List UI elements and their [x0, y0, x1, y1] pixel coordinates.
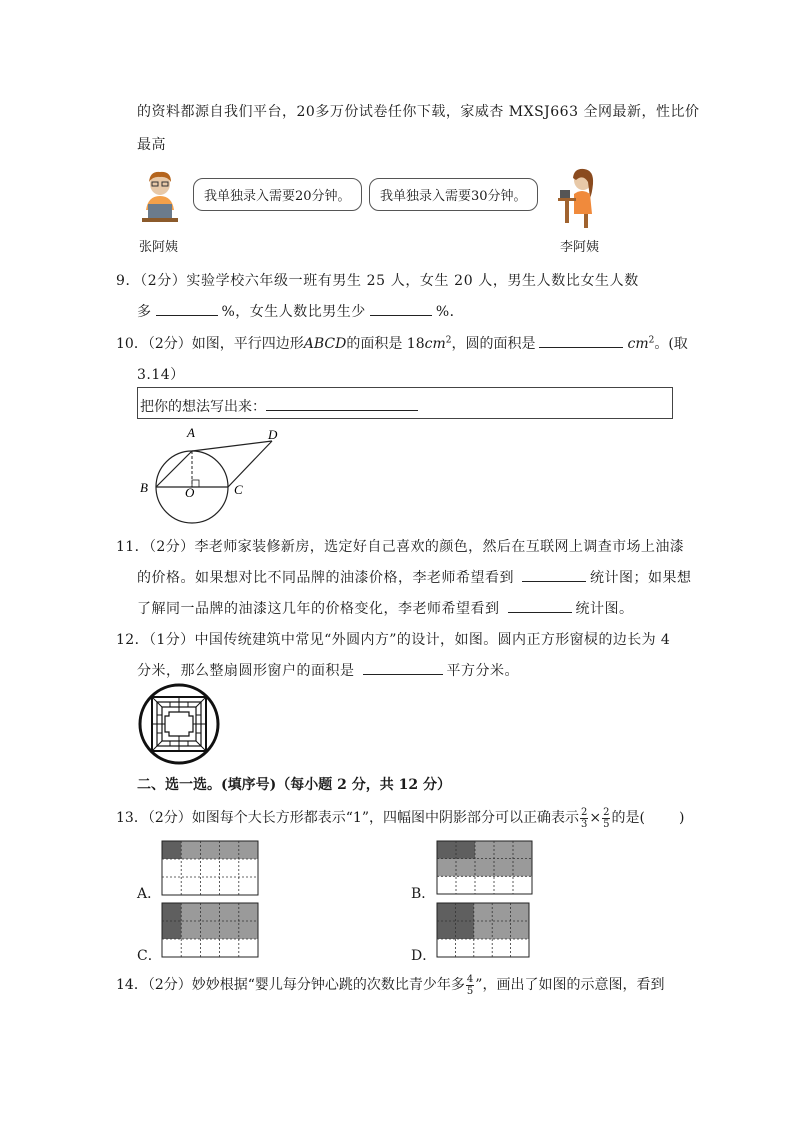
- q14-line-1: [116, 972, 664, 998]
- right-person-icon: [556, 168, 602, 230]
- q13-line-1: 13．（2分）如图每个大长方形都表示“1”，四幅图中阴影部分可以正确表示 $\frac{2}{3}$ × $\frac{2}{5}$ 的是( ): [116, 806, 685, 830]
- q10-text-c: ，圆的面积是: [451, 336, 536, 352]
- intro-line-1: 的资料都源自我们平台，20多万份试卷任你下载，家威杏 MXSJ663 全网最新，性比价: [137, 104, 700, 120]
- left-person-icon: [140, 170, 180, 228]
- q12-line-1: [116, 629, 670, 649]
- q13-score: （2分）: [147, 810, 192, 826]
- q9-number: 9．: [116, 273, 141, 289]
- q10-unit-1: cm: [424, 336, 446, 352]
- q12-number: 12．: [116, 632, 150, 648]
- q13-fraction-1: $\frac{2}{3}$: [580, 806, 588, 830]
- q11-line-3: 了解同一品牌的油漆这几年的价格变化，李老师希望看到 统计图。: [137, 598, 634, 618]
- q12-blank[interactable]: [363, 660, 443, 675]
- option-a-grid[interactable]: [162, 841, 258, 895]
- option-b-label[interactable]: B．: [411, 886, 436, 902]
- option-a-label[interactable]: A．: [137, 886, 162, 902]
- q9-text-2b: %，女生人数比男生少: [221, 304, 366, 320]
- left-person-name: 张阿姨: [139, 240, 179, 255]
- q14-fraction: $\frac{4}{5}$: [466, 973, 474, 997]
- q9-line-2: [137, 301, 464, 321]
- q9-text-2a: 多: [137, 304, 152, 320]
- q10-line-1: 10．（2分）如图，平行四边形ABCD的面积是 $18cm^2$，圆的面积是 $cm^2$。(取: [116, 333, 688, 353]
- q10-box-label: 把你的想法写出来：: [140, 396, 422, 416]
- q11-blank-2[interactable]: [508, 598, 572, 613]
- q9-line-1: [116, 270, 639, 290]
- intro-line-2: 最高: [137, 137, 166, 153]
- parallelogram-circle-figure: [137, 425, 287, 525]
- label-O: O: [185, 485, 195, 500]
- q12-score: （1分）: [149, 632, 195, 648]
- q9-blank-1[interactable]: [156, 301, 218, 316]
- option-c-grid[interactable]: [162, 903, 258, 957]
- q10-text-b: 的面积是 18: [346, 336, 425, 352]
- round-window-figure: [138, 683, 220, 765]
- q10-answer-box[interactable]: [137, 387, 673, 419]
- q10-box-blank[interactable]: [266, 396, 418, 411]
- q11-blank-1[interactable]: [522, 567, 586, 582]
- option-d-label[interactable]: D．: [411, 948, 437, 964]
- q9-text-2c: %．: [435, 304, 465, 320]
- left-speech-bubble: 我单独录入需要20分钟。: [193, 178, 362, 211]
- q10-text-d: 。(取: [654, 336, 688, 352]
- q10-unit-2: cm: [627, 336, 649, 352]
- q11-score: （2分）: [149, 539, 195, 555]
- q14-number: 14．: [116, 977, 148, 993]
- right-person-name: 李阿姨: [560, 240, 600, 255]
- label-B: B: [140, 480, 148, 495]
- q9-score: （2分）: [140, 273, 187, 289]
- q14-text-b: ”，画出了如图的示意图，看到: [475, 977, 665, 993]
- q10-number: 10．: [116, 336, 148, 352]
- q11-text-1: 李老师家装修新房，选定好自己喜欢的颜色，然后在互联网上调查市场上油漆: [194, 539, 685, 555]
- q9-text-1: 实验学校六年级一班有男生 25 人，女生 20 人，男生人数比女生人数: [186, 273, 639, 289]
- q10-score: （2分）: [147, 336, 192, 352]
- option-b-grid[interactable]: [437, 841, 532, 894]
- q10-text-a: 如图，平行四边形: [191, 336, 304, 352]
- q14-text-a: 妙妙根据“婴儿每分钟心跳的次数比青少年多: [191, 977, 465, 993]
- option-d-grid[interactable]: [437, 903, 529, 957]
- q13-fraction-2: $\frac{2}{5}$: [603, 806, 610, 830]
- q10-blank[interactable]: [539, 333, 623, 348]
- q11-line-1: [116, 536, 684, 556]
- q10-abcd: ABCD: [303, 336, 347, 352]
- q12-line-2: 分米，那么整扇圆形窗户的面积是 平方分米。: [137, 660, 519, 680]
- right-speech-bubble: 我单独录入需要30分钟。: [369, 178, 538, 211]
- q12-text-1: 中国传统建筑中常见“外圆内方”的设计，如图。圆内正方形窗棂的边长为 4: [194, 632, 671, 648]
- q14-score: （2分）: [147, 977, 192, 993]
- label-C: C: [234, 482, 243, 497]
- q11-number: 11．: [116, 539, 150, 555]
- section-2-title: 二、选一选。(填序号)（每小题 2 分，共 12 分）: [137, 777, 451, 793]
- label-A: A: [187, 425, 195, 440]
- q11-line-2: 的价格。如果想对比不同品牌的油漆价格，李老师希望看到 统计图；如果想: [137, 567, 692, 587]
- q13-text-a: 如图每个大长方形都表示“1”，四幅图中阴影部分可以正确表示: [191, 810, 579, 826]
- q9-blank-2[interactable]: [370, 301, 432, 316]
- label-D: D: [268, 427, 278, 442]
- option-c-label[interactable]: C．: [137, 948, 162, 964]
- q10-line-2: 3.14）: [137, 367, 185, 383]
- q13-number: 13．: [116, 810, 148, 826]
